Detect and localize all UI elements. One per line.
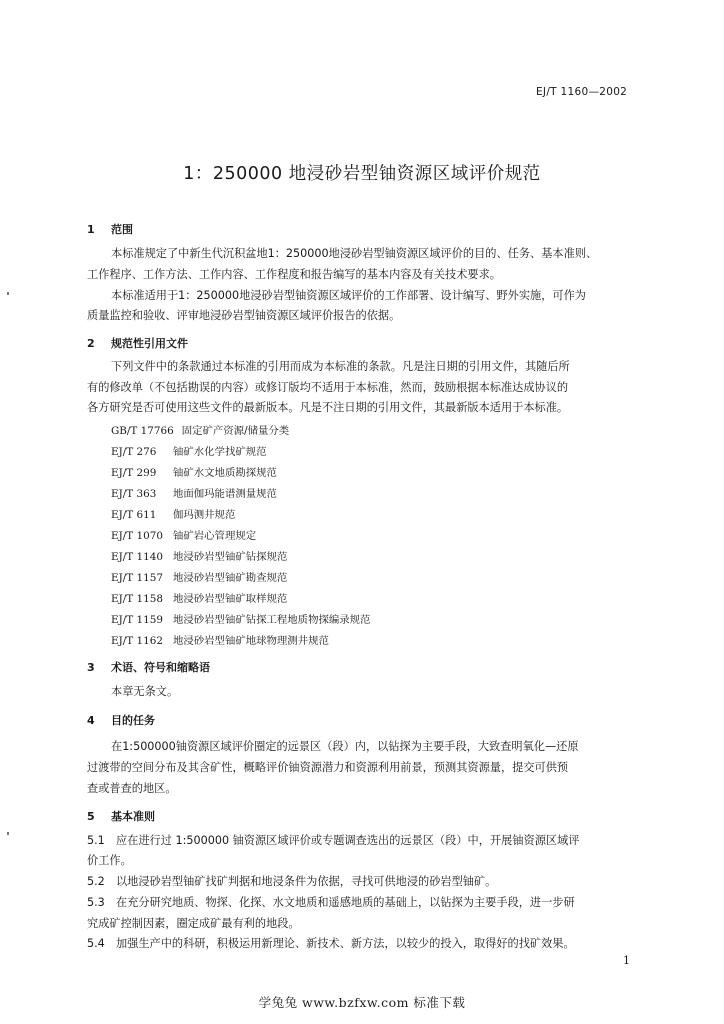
reference-item bbox=[111, 464, 277, 479]
clause-line: 究成矿控制因素，圈定成矿最有利的地段。 bbox=[87, 917, 300, 930]
reference-item bbox=[111, 569, 287, 584]
reference-code: EJ/T 1159 bbox=[111, 614, 163, 626]
reference-title: 地浸砂岩型铀矿取样规范 bbox=[173, 593, 288, 605]
reference-item bbox=[111, 506, 235, 521]
reference-code: EJ/T 1070 bbox=[111, 530, 163, 542]
section-number: 3 bbox=[87, 661, 95, 674]
reference-title: 伽玛测井规范 bbox=[173, 509, 236, 521]
reference-code: EJ/T 1157 bbox=[111, 572, 163, 584]
reference-title: 地浸砂岩型铀矿地球物理测井规范 bbox=[173, 635, 329, 647]
reference-item bbox=[111, 611, 370, 626]
paragraph-line: 查或普查的地区。 bbox=[87, 782, 177, 795]
paragraph-line: 在1:500000铀资源区域评价圈定的远景区（段）内，以钻探为主要手段，大致查明氧化—还原 bbox=[111, 740, 579, 753]
paragraph-line: 各方研究是否可使用这些文件的最新版本。凡是不注日期的引用文件，其最新版本适用于本标准。 bbox=[87, 401, 569, 414]
paragraph-line: 有的修改单（不包括勘误的内容）或修订版均不适用于本标准，然而，鼓励根据本标准达成协议的 bbox=[87, 381, 569, 394]
reference-title: 地面伽玛能谱测量规范 bbox=[173, 488, 277, 500]
reference-code: EJ/T 1162 bbox=[111, 635, 163, 647]
clause-line: 价工作。 bbox=[87, 854, 132, 867]
reference-item bbox=[111, 632, 329, 647]
document-title: 1：250000 地浸砂岩型铀资源区域评价规范 bbox=[183, 164, 541, 184]
section-title: 目的任务 bbox=[111, 714, 155, 727]
section-3-heading bbox=[87, 659, 210, 675]
section-number: 4 bbox=[87, 714, 95, 727]
reference-code: GB/T 17766 bbox=[111, 425, 174, 437]
clause-line: 5.2 以地浸砂岩型铀矿找矿判据和地浸条件为依据，寻找可供地浸的砂岩型铀矿。 bbox=[87, 875, 497, 888]
reference-title: 地浸砂岩型铀矿钻探工程地质物探编录规范 bbox=[173, 614, 371, 626]
clause-line: 5.4 加强生产中的科研，积极运用新理论、新技术、新方法，以较少的投入，取得好的找矿效果。 bbox=[87, 937, 575, 950]
footer-watermark[interactable]: 学兔兔 www.bzfxw.com 标准下载 bbox=[258, 995, 466, 1010]
scan-mark bbox=[7, 832, 9, 835]
reference-item bbox=[111, 548, 287, 563]
reference-title: 铀矿岩心管理规定 bbox=[173, 530, 257, 542]
reference-code: EJ/T 276 bbox=[111, 446, 157, 458]
reference-item bbox=[111, 527, 256, 542]
reference-item bbox=[111, 422, 289, 437]
reference-item bbox=[111, 590, 287, 605]
section-2-heading bbox=[87, 335, 188, 351]
section-number: 2 bbox=[87, 337, 95, 350]
reference-title: 地浸砂岩型铀矿钻探规范 bbox=[173, 551, 288, 563]
paragraph-line: 下列文件中的条款通过本标准的引用而成为本标准的条款。凡是注日期的引用文件，其随后所 bbox=[111, 360, 570, 373]
section-4-heading bbox=[87, 712, 155, 728]
reference-code: EJ/T 611 bbox=[111, 509, 157, 521]
paragraph-line: 工作程序、工作方法、工作内容、工作程度和报告编写的基本内容及有关技术要求。 bbox=[87, 268, 501, 281]
section-title: 术语、符号和缩略语 bbox=[111, 661, 210, 674]
section-5-heading bbox=[87, 808, 155, 824]
reference-item bbox=[111, 485, 277, 500]
paragraph-line: 本标准规定了中新生代沉积盆地1：250000地浸砂岩型铀资源区域评价的目的、任务、基本准则、 bbox=[111, 247, 598, 260]
section-1-heading bbox=[87, 221, 133, 237]
reference-code: EJ/T 1140 bbox=[111, 551, 163, 563]
clause-line: 5.1 应在进行过 1:500000 铀资源区域评价或专题调查选出的远景区（段）中，开展铀资源区域评 bbox=[87, 834, 580, 847]
reference-code: EJ/T 1158 bbox=[111, 593, 163, 605]
page-number: 1 bbox=[623, 954, 630, 967]
reference-item bbox=[111, 443, 267, 458]
reference-title: 铀矿水文地质勘探规范 bbox=[173, 467, 277, 479]
section-title: 范围 bbox=[111, 223, 133, 236]
reference-title: 铀矿水化学找矿规范 bbox=[173, 446, 267, 458]
paragraph-line: 本标准适用于1：250000地浸砂岩型铀资源区域评价的工作部署、设计编写、野外实施，可作为 bbox=[111, 289, 586, 302]
section-number: 1 bbox=[87, 223, 95, 236]
scan-mark bbox=[7, 292, 9, 295]
reference-code: EJ/T 299 bbox=[111, 467, 157, 479]
reference-title: 地浸砂岩型铀矿勘查规范 bbox=[173, 572, 288, 584]
section-number: 5 bbox=[87, 810, 95, 823]
section-title: 规范性引用文件 bbox=[111, 337, 188, 350]
clause-line: 5.3 在充分研究地质、物探、化探、水文地质和遥感地质的基础上，以钻探为主要手段，进一步研 bbox=[87, 896, 575, 909]
paragraph-line: 质量监控和验收、评审地浸砂岩型铀资源区域评价报告的依据。 bbox=[87, 309, 401, 322]
reference-code: EJ/T 363 bbox=[111, 488, 157, 500]
paragraph-line: 过渡带的空间分布及其含矿性，概略评价铀资源潜力和资源利用前景，预测其资源量，提交可供预 bbox=[87, 761, 569, 774]
reference-title: 固定矿产资源/储量分类 bbox=[181, 425, 290, 437]
section-title: 基本准则 bbox=[111, 810, 155, 823]
paragraph-line: 本章无条文。 bbox=[111, 685, 179, 698]
standard-code: EJ/T 1160—2002 bbox=[536, 86, 628, 98]
